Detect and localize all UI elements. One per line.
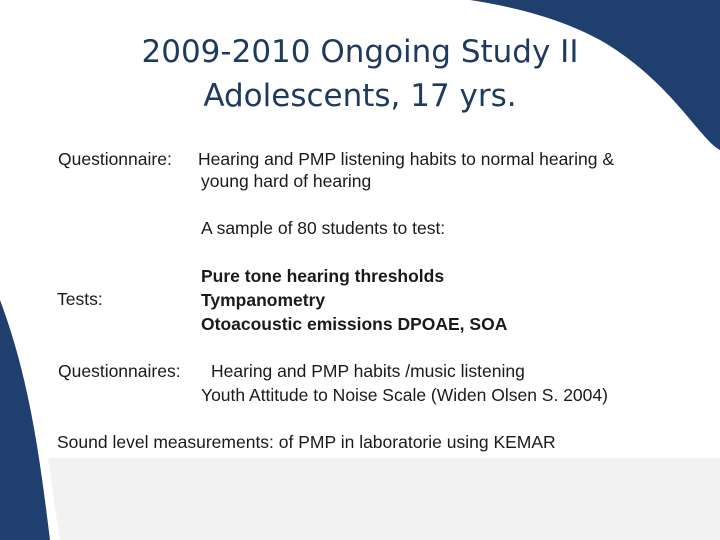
questionnaire-label: Questionnaire:: [58, 149, 172, 169]
test-item-tympanometry: Tympanometry: [201, 290, 326, 310]
title-line-2: Adolescents, 17 yrs.: [203, 78, 517, 114]
bottom-gray-band: [48, 458, 720, 540]
tests-label: Tests:: [57, 289, 103, 309]
questionnaire-item-youth-attitude: Youth Attitude to Noise Scale (Widen Olsen S. 2004): [201, 385, 608, 405]
questionnaire-item-habits: Hearing and PMP habits /music listening: [211, 361, 525, 381]
slide-title: [0, 30, 720, 118]
questionnaires-label: Questionnaires:: [58, 361, 181, 381]
questionnaire-text-line-1: Hearing and PMP listening habits to normal hearing &: [198, 149, 615, 169]
sound-level-text: Sound level measurements: of PMP in laboratorie using KEMAR: [57, 432, 556, 452]
test-item-otoacoustic: Otoacoustic emissions DPOAE, SOA: [201, 314, 508, 334]
questionnaire-text-line-2: young hard of hearing: [201, 171, 372, 191]
test-item-pure-tone: Pure tone hearing thresholds: [201, 266, 445, 286]
left-navy-wave: [0, 300, 50, 540]
title-line-1: 2009-2010 Ongoing Study II: [141, 34, 579, 70]
sample-text: A sample of 80 students to test:: [201, 218, 446, 238]
